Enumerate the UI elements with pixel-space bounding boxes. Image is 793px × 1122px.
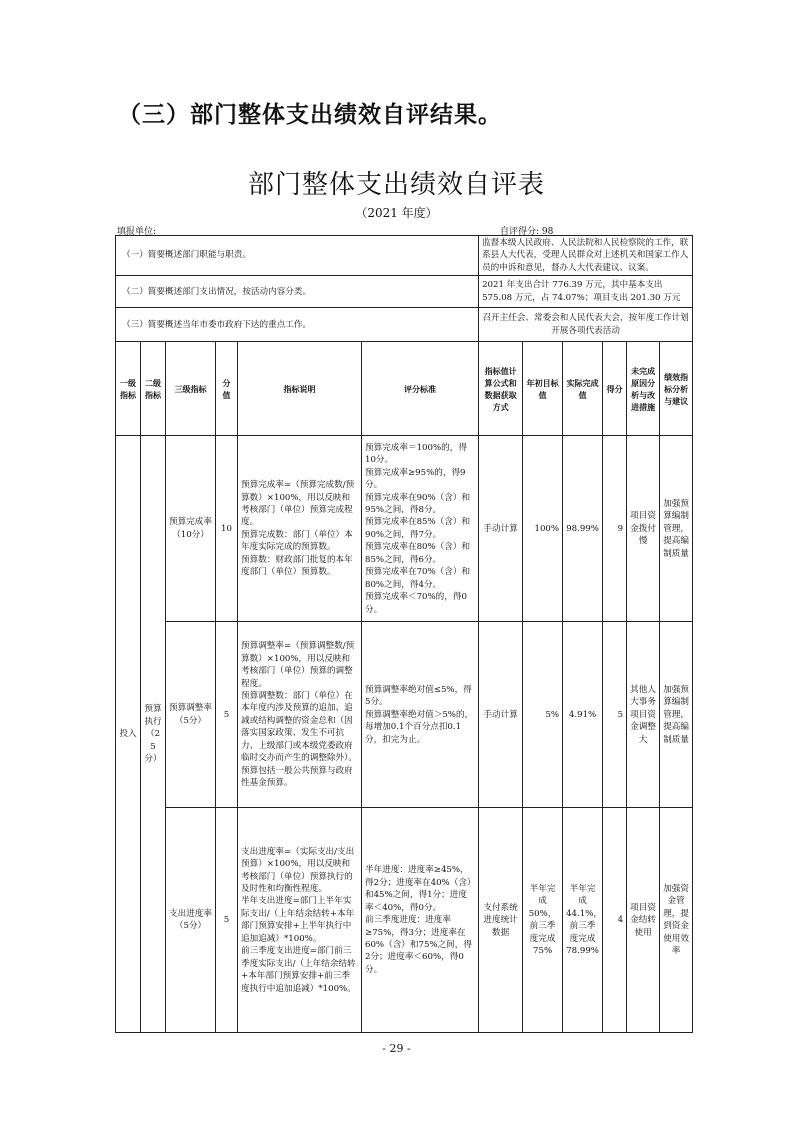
summary-content: 2021 年支出合计 776.39 万元，其中基本支出 575.08 万元，占 74.07%；项目支出 201.30 万元 bbox=[479, 276, 693, 308]
header-level3: 三级指标 bbox=[166, 342, 216, 436]
level2-cell: 预算执行（25分） bbox=[141, 436, 166, 1033]
criteria-cell: 预算完成率＝100%的，得10分。 预算完成率≥95%的，得9分。 预算完成率在90%（含）和95%之间，得8分。 预算完成率在85%（含）和90%之间，得7分。 预算完成率在80%（含）和85%之间，得6分。 预算完成率在70%（含）和80%之间，得4分。 预算完成率＜70%的，得0分。 bbox=[362, 436, 479, 622]
advice-cell: 加强预算编制管理，提高编制质量 bbox=[660, 622, 693, 808]
table-row bbox=[116, 622, 693, 808]
method-cell: 手动计算 bbox=[479, 622, 523, 808]
actual-cell: 4.91% bbox=[563, 622, 603, 808]
desc-cell: 预算完成率=（预算完成数/预算数）×100%，用以反映和考核部门（单位）预算完成程度。 预算完成数：部门（单位）本年度实际完成的预算数。 预算数：财政部门批复的本年度部门（单位）预算数。 bbox=[238, 436, 362, 622]
summary-content: 召开主任会、常委会和人民代表大会，按年度工作计划开展各项代表活动 bbox=[479, 308, 693, 342]
score-value-cell: 5 bbox=[216, 622, 238, 808]
score-cell: 9 bbox=[603, 436, 627, 622]
desc-cell: 预算调整率=（预算调整数/预算数）×100%，用以反映和考核部门（单位）预算的调整程度。 预算调整数：部门（单位）在本年度内涉及预算的追加、追减或结构调整的资金总和（因落实国家政策、发生不可抗力、上级部门或本级党委政府临时交办而产生的调整除外）。 预算包括一般公共预算与政府性基金预算。 bbox=[238, 622, 362, 808]
reason-cell: 其他人大事务项目资金调整大 bbox=[627, 622, 660, 808]
summary-row-3 bbox=[116, 308, 693, 342]
score-cell: 5 bbox=[603, 622, 627, 808]
header-level1: 一级指标 bbox=[116, 342, 141, 436]
evaluation-table bbox=[115, 235, 693, 1033]
score-value-cell: 5 bbox=[216, 808, 238, 1033]
summary-row-1 bbox=[116, 236, 693, 276]
header-score: 得分 bbox=[603, 342, 627, 436]
level3-cell: 预算调整率（5分） bbox=[166, 622, 216, 808]
header-advice: 绩效指标分析与建议 bbox=[660, 342, 693, 436]
document-year: （2021 年度） bbox=[355, 206, 438, 220]
table-row bbox=[116, 436, 693, 622]
score-value-cell: 10 bbox=[216, 436, 238, 622]
header-target: 年初目标值 bbox=[523, 342, 563, 436]
self-score-label: 自评得分: 98 bbox=[500, 227, 554, 237]
header-row bbox=[116, 342, 693, 436]
method-cell: 支付系统进度统计数据 bbox=[479, 808, 523, 1033]
target-cell: 半年完成50%，前三季度完成75% bbox=[523, 808, 563, 1033]
level3-cell: 预算完成率（10分） bbox=[166, 436, 216, 622]
actual-cell: 98.99% bbox=[563, 436, 603, 622]
header-level2: 二级指标 bbox=[141, 342, 166, 436]
target-cell: 5% bbox=[523, 622, 563, 808]
criteria-cell: 预算调整率绝对值≤5%，得5分。 预算调整率绝对值＞5%的，每增加0.1个百分点扣0.1分，扣完为止。 bbox=[362, 622, 479, 808]
level1-cell: 投入 bbox=[116, 436, 141, 1033]
page-number: - 29 - bbox=[382, 1042, 411, 1055]
header-desc: 指标说明 bbox=[238, 342, 362, 436]
advice-cell: 加强预算编制管理，提高编制质量 bbox=[660, 436, 693, 622]
level3-cell: 支出进度率（5分） bbox=[166, 808, 216, 1033]
summary-label: （二）简要概述部门支出情况，按活动内容分类。 bbox=[116, 276, 479, 308]
desc-cell: 支出进度率=（实际支出/支出预算）×100%，用以反映和考核部门（单位）预算执行的及时性和均衡性程度。 半年支出进度=部门上半年实际支出/（上年结余结转+本年部门预算安排+上半年执行中追加追减）*100%。 前三季度支出进度=部门前三季度实际支出/（上年结余结转+本年部门预算安排+前三季度执行中追加追减）*100%。 bbox=[238, 808, 362, 1033]
summary-row-2 bbox=[116, 276, 693, 308]
score-cell: 4 bbox=[603, 808, 627, 1033]
header-score-value: 分值 bbox=[216, 342, 238, 436]
document-title: 部门整体支出绩效自评表 bbox=[247, 170, 545, 200]
actual-cell: 半年完成44.1%，前三季度完成78.99% bbox=[563, 808, 603, 1033]
summary-label: （三）简要概述当年市委市政府下达的重点工作。 bbox=[116, 308, 479, 342]
header-criteria: 评分标准 bbox=[362, 342, 479, 436]
target-cell: 100% bbox=[523, 436, 563, 622]
section-heading: （三）部门整体支出绩效自评结果。 bbox=[118, 102, 502, 128]
header-reason: 未完成原因分析与改进措施 bbox=[627, 342, 660, 436]
reason-cell: 项目资金结转使用 bbox=[627, 808, 660, 1033]
header-method: 指标值计算公式和数据获取方式 bbox=[479, 342, 523, 436]
reason-cell: 项目资金拨付慢 bbox=[627, 436, 660, 622]
criteria-cell: 半年进度：进度率≥45%，得2分；进度率在40%（含）和45%之间，得1分；进度率＜40%，得0分。 前三季度进度：进度率≥75%，得3分；进度率在60%（含）和75%之间，得2分；进度率＜60%，得0分。 bbox=[362, 808, 479, 1033]
method-cell: 手动计算 bbox=[479, 436, 523, 622]
advice-cell: 加强资金管理，提到资金使用效率 bbox=[660, 808, 693, 1033]
summary-content: 监督本级人民政府、人民法院和人民检察院的工作，联系县人大代表，受理人民群众对上述机关和国家工作人员的申诉和意见，督办人大代表建议、议案。 bbox=[479, 236, 693, 276]
summary-label: （一）简要概述部门职能与职责。 bbox=[116, 236, 479, 276]
table-row bbox=[116, 808, 693, 1033]
fill-unit-label: 填报单位: bbox=[117, 227, 157, 237]
header-actual: 实际完成值 bbox=[563, 342, 603, 436]
